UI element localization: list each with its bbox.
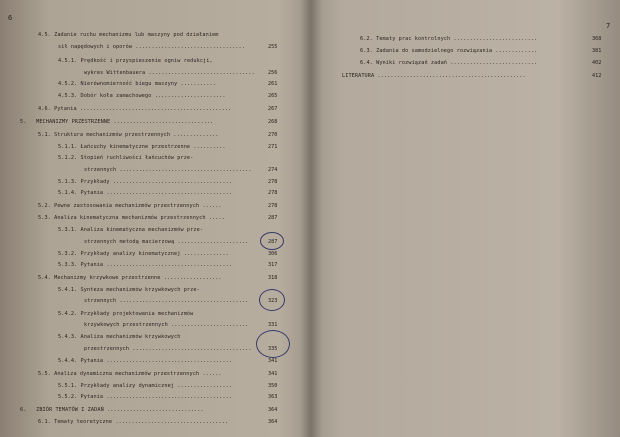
- toc-page: 335: [268, 346, 278, 352]
- handwritten-circle: [256, 330, 290, 358]
- toc-entry: 6.3. Zadania do samodzielnego rozwiązania .............: [360, 48, 538, 54]
- toc-page: 278: [268, 203, 278, 209]
- toc-page: 368: [592, 36, 602, 42]
- toc-entry: 5.4. Mechanizmy krzywkowe przestrzenne ..................: [38, 275, 222, 281]
- handwritten-circle: [260, 232, 284, 250]
- toc-page: 402: [592, 60, 602, 66]
- toc-chapter: 6. ZBIÓR TEMATÓW I ZADAŃ ..............................: [20, 407, 204, 413]
- toc-page: 271: [268, 144, 278, 150]
- toc-entry: 5.5. Analiza dynamiczna mechanizmów przestrzennych ......: [38, 371, 222, 377]
- toc-entry: 5.5.1. Przykłady analizy dynamicznej .................: [58, 383, 233, 389]
- toc-page: 278: [268, 179, 278, 185]
- toc-chapter: LITERATURA ..............................................: [342, 73, 526, 79]
- toc-page: 287: [268, 215, 278, 221]
- toc-page: 364: [268, 419, 278, 425]
- toc-entry: strzennych .........................................: [84, 167, 252, 173]
- toc-entry: strzennych ........................................: [84, 298, 249, 304]
- toc-entry: 5.3.1. Analiza kinematyczna mechanizmów prze-: [58, 227, 204, 233]
- toc-entry: 4.5.1. Prędkość i przyspieszenie ogniw redukcji,: [58, 58, 213, 64]
- right-page: [318, 0, 620, 437]
- toc-entry: 4.5.3. Dobór koła zamachowego ......................: [58, 93, 226, 99]
- left-page: [0, 0, 305, 437]
- toc-entry: 5.1.1. Łańcuchy kinematyczne przestrzenne ..........: [58, 144, 226, 150]
- toc-entry: 5.3.3. Pytania .......................................: [58, 262, 233, 268]
- toc-page: 341: [268, 371, 278, 377]
- toc-page: 256: [268, 70, 278, 76]
- toc-entry: 5.4.3. Analiza mechanizmów krzywkowych: [58, 334, 181, 340]
- handwritten-circle: [259, 289, 285, 311]
- toc-entry: 6.4. Wyniki rozwiązań zadań ...........................: [360, 60, 538, 66]
- toc-page: 412: [592, 73, 602, 79]
- toc-page: 381: [592, 48, 602, 54]
- toc-entry: przestrzennych .....................................: [84, 346, 252, 352]
- toc-page: 306: [268, 251, 278, 257]
- toc-page: 331: [268, 322, 278, 328]
- toc-page: 270: [268, 132, 278, 138]
- toc-page: 274: [268, 167, 278, 173]
- toc-entry: 4.6. Pytania ...............................................: [38, 106, 232, 112]
- toc-entry: 5.1.2. Stopień ruchliwości łańcuchów prze-: [58, 155, 194, 161]
- toc-page: 267: [268, 106, 278, 112]
- toc-page: 317: [268, 262, 278, 268]
- toc-entry: 4.5.2. Nierównomierność biegu maszyny ...........: [58, 81, 216, 87]
- toc-page: 323: [268, 298, 278, 304]
- toc-page: 268: [268, 119, 278, 125]
- toc-page: 364: [268, 407, 278, 413]
- toc-entry: 5.5.2. Pytania .......................................: [58, 394, 233, 400]
- toc-entry: 5.4.2. Przykłady projektowania mechanizmów: [58, 311, 194, 317]
- toc-entry: 5.1.3. Przykłady .....................................: [58, 179, 233, 185]
- right-page-number: 7: [606, 22, 611, 30]
- toc-entry: wykres Wittenbauera .................................: [84, 70, 255, 76]
- toc-page: 278: [268, 190, 278, 196]
- toc-page: 363: [268, 394, 278, 400]
- toc-entry: 4.5. Zadanie ruchu mechanizmu lub maszyny pod działaniem: [38, 32, 219, 38]
- toc-entry: 5.4.4. Pytania .......................................: [58, 358, 233, 364]
- toc-page: 350: [268, 383, 278, 389]
- toc-entry: 5.3. Analiza kinematyczna mechanizmów przestrzennych .....: [38, 215, 225, 221]
- toc-page: 255: [268, 44, 278, 50]
- toc-entry: 5.2. Pewne zastosowania mechanizmów przestrzennych ......: [38, 203, 222, 209]
- toc-entry: 5.1.4. Pytania .......................................: [58, 190, 233, 196]
- toc-page: 261: [268, 81, 278, 87]
- toc-entry: krzywkowych przestrzennych ........................: [84, 322, 249, 328]
- toc-entry: 5.1. Struktura mechanizmów przestrzennych ..............: [38, 132, 219, 138]
- toc-page: 318: [268, 275, 278, 281]
- toc-entry: 5.3.2. Przykłady analizy kinematycznej ..............: [58, 251, 229, 257]
- toc-entry: 6.2. Tematy prac kontrolnych ..........................: [360, 36, 538, 42]
- toc-entry: 6.1. Tematy teoretyczne ...................................: [38, 419, 229, 425]
- toc-page: 341: [268, 358, 278, 364]
- toc-page: 265: [268, 93, 278, 99]
- toc-page: 287: [268, 239, 278, 245]
- left-page-number: 6: [8, 14, 13, 22]
- toc-entry: 5.4.1. Synteza mechanizmów krzywkowych prze-: [58, 287, 200, 293]
- toc-entry: sił napędowych i oporów ..................................: [58, 44, 245, 50]
- toc-chapter: 5. MECHANIZMY PRZESTRZENNE ...............................: [20, 119, 214, 125]
- toc-entry: strzennych metodą macierzową ......................: [84, 239, 249, 245]
